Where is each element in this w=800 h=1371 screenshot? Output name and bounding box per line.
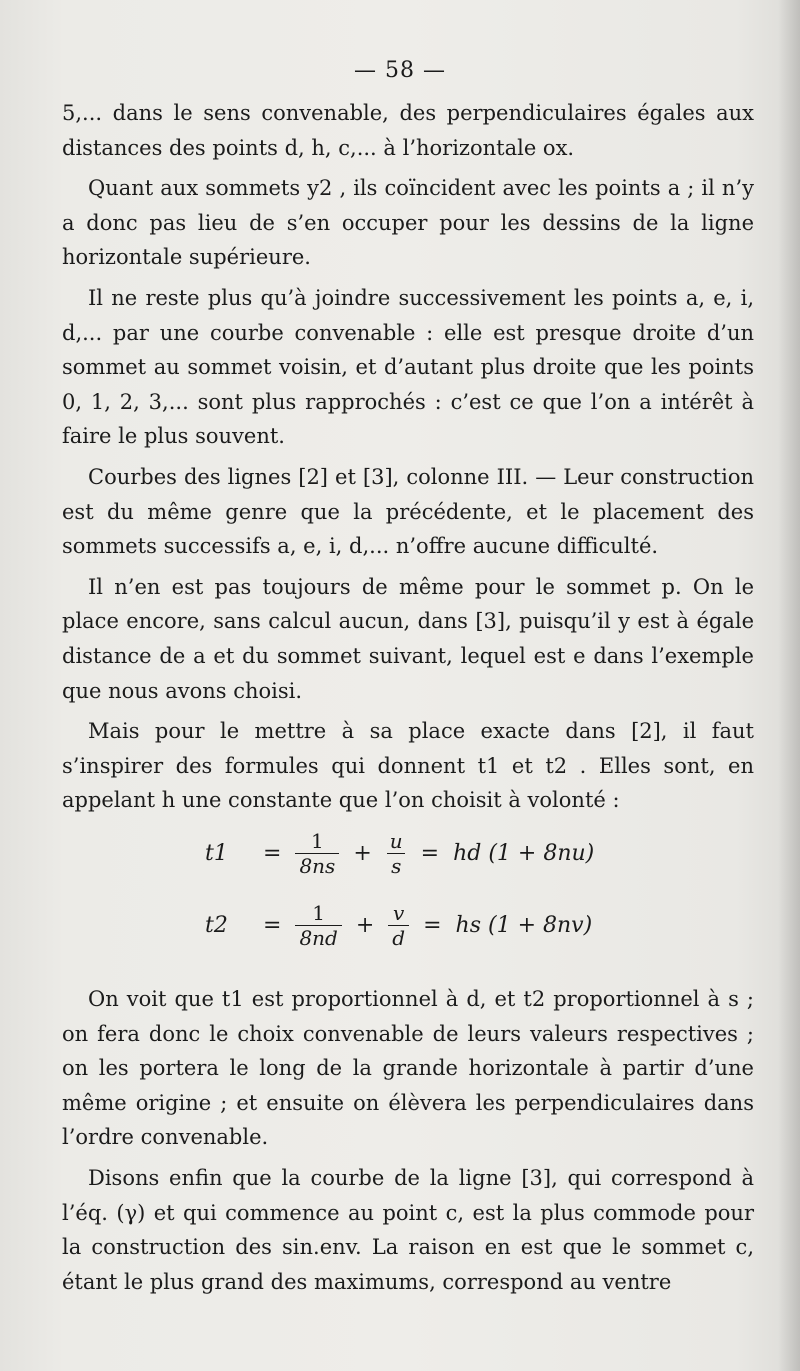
paragraph-3: Il ne reste plus qu’à joindre successivement les points a, e, i, d,... par une courbe convenable : elle est presque droite d’un sommet au sommet voisin, et d’autant plus droite que les points 0, 1, 2, 3,... sont plus rapprochés : c’est ce que l’on a intérêt à faire le plus souvent.: [62, 285, 754, 449]
page-number: — 58 —: [354, 58, 446, 83]
equals-sign: =: [423, 912, 442, 938]
paragraph-2: Quant aux sommets y2 , ils coïncident avec les points a ; il n’y a donc pas lieu de s’en occuper pour les dessins de la ligne horizontale supérieure.: [62, 176, 754, 270]
fraction: [295, 829, 339, 878]
fraction-numerator: u: [389, 828, 403, 853]
page-edge-shadow: [778, 0, 800, 1371]
fraction: [388, 901, 409, 950]
fraction-numerator: 1: [311, 828, 324, 853]
fraction: [295, 901, 341, 950]
fraction-denominator: 8nd: [295, 925, 341, 950]
formula-lhs: t2: [205, 912, 228, 938]
paragraph-1: 5,... dans le sens convenable, des perpendiculaires égales aux distances des points d, h, c,... à l’horizontale ox.: [62, 101, 754, 160]
fraction-numerator: 1: [312, 900, 326, 925]
formula-rhs: hs (1 + 8nv): [455, 912, 593, 938]
paragraph-4: Courbes des lignes [2] et [3], colonne III. — Leur construction est du même genre que la précédente, et le placement des sommets successifs a, e, i, d,... n’offre aucune difficulté.: [62, 464, 754, 559]
equals-sign: =: [420, 840, 440, 866]
equals-sign: =: [263, 840, 282, 866]
paragraph-7: On voit que t1 est proportionnel à d, et t2 proportionnel à s ; on fera donc le choix convenable de leurs valeurs respectives ; on les portera le long de la grande horizontale à partir d’une même origine ; et ensuite on élèvera les perpendiculaires dans l’ordre convenable.: [62, 987, 754, 1150]
fraction-denominator: s: [387, 853, 405, 878]
equals-sign: =: [263, 912, 282, 938]
paragraph-6: Mais pour le mettre à sa place exacte dans [2], il faut s’inspirer des formules qui donnent t1 et t2 . Elles sont, en appelant h une constante que l’on choisit à volonté :: [62, 719, 754, 813]
fraction: [386, 829, 407, 878]
formula-block: [205, 822, 625, 966]
plus-sign: +: [353, 840, 372, 866]
fraction-numerator: v: [393, 900, 405, 925]
fraction-denominator: 8ns: [295, 853, 339, 878]
body-text-bottom: [62, 982, 754, 1305]
paragraph-5: Il n’en est pas toujours de même pour le sommet p. On le place encore, sans calcul aucun, dans [3], puisqu’il y est à égale distance de a et du sommet suivant, lequel est e dans l’exemple que nous avons choisi.: [62, 574, 754, 703]
fraction-denominator: d: [388, 925, 409, 950]
formula-t2: [205, 894, 625, 956]
body-text-top: [62, 96, 754, 824]
formula-rhs: hd (1 + 8nu): [453, 840, 595, 866]
plus-sign: +: [355, 912, 375, 938]
formula-lhs: t1: [205, 840, 228, 866]
paragraph-8: Disons enfin que la courbe de la ligne [3], qui correspond à l’éq. (γ) et qui commence au point c, est la plus commode pour la construction des sin.env. La raison en est que le sommet c, étant le plus grand des maximums, correspond au ventre: [62, 1165, 754, 1294]
formula-t1: [205, 822, 625, 884]
